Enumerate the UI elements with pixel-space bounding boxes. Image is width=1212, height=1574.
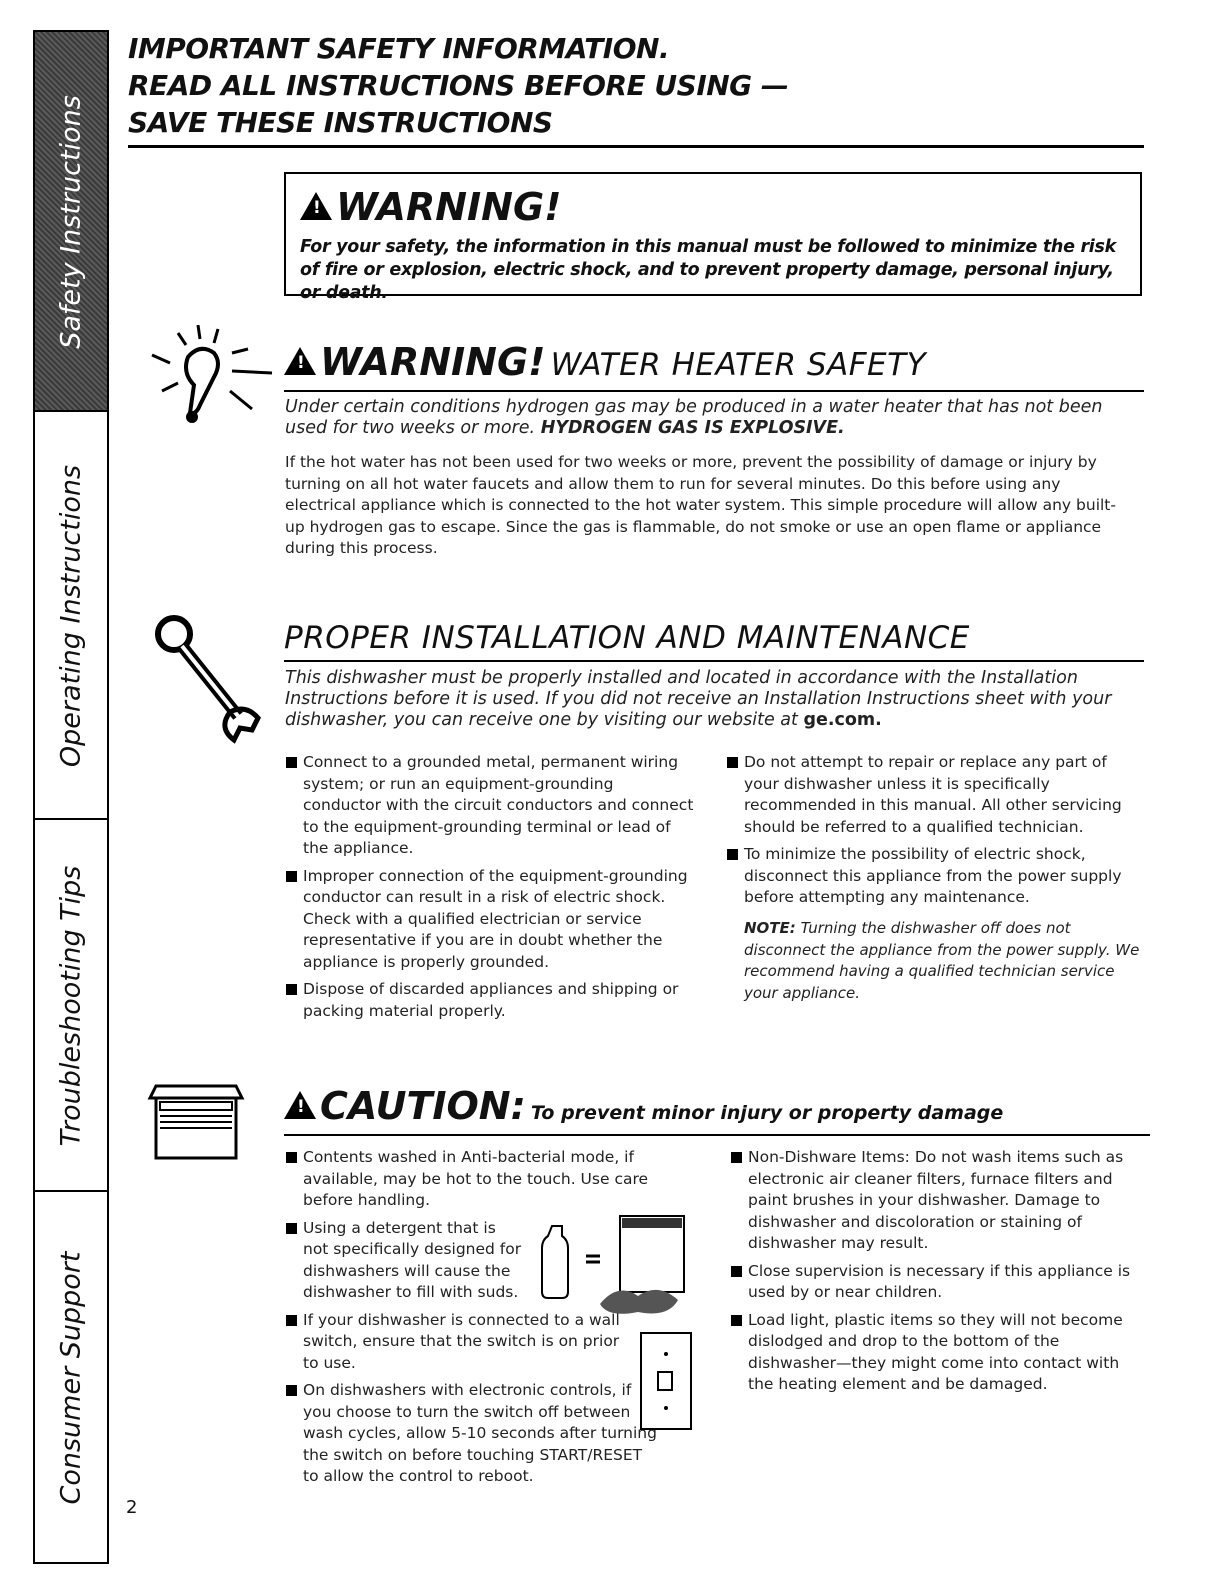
caution-title: CAUTION: bbox=[320, 1084, 526, 1128]
water-heater-warning-title: WARNING! bbox=[320, 340, 546, 384]
installation-left-list bbox=[285, 752, 695, 1028]
installation-right-list bbox=[726, 752, 1136, 915]
tab-label: Troubleshooting Tips bbox=[55, 865, 87, 1147]
installation-note bbox=[726, 918, 1144, 1004]
tab-operating-instructions[interactable] bbox=[35, 410, 107, 820]
installation-title: PROPER INSTALLATION AND MAINTENANCE bbox=[284, 620, 970, 656]
list-item: On dishwashers with electronic controls, if you choose to turn the switch off between wash cycles, allow 5-10 seconds after turning the switch on before touching START/RESET to allow the control to reboot. bbox=[285, 1380, 660, 1488]
tab-label: Safety Instructions bbox=[55, 95, 87, 349]
caution-heading bbox=[284, 1084, 1150, 1136]
exploding-bulb-icon bbox=[148, 325, 278, 425]
water-heater-intro bbox=[285, 397, 1143, 439]
tab-troubleshooting-tips[interactable] bbox=[35, 818, 107, 1192]
tab-label: Consumer Support bbox=[55, 1251, 87, 1505]
installation-intro bbox=[285, 668, 1135, 731]
header-line-1: IMPORTANT SAFETY INFORMATION. bbox=[128, 32, 670, 65]
water-heater-intro-text: Under certain conditions hydrogen gas may be produced in a water heater that has not been used for two weeks or more. bbox=[285, 397, 1103, 438]
warning-text: For your safety, the information in this manual must be followed to minimize the risk of fire or explosion, electric shock, and to prevent property damage, personal injury, or death. bbox=[300, 237, 1116, 303]
installation-intro-text: This dishwasher must be properly installed and located in accordance with the Installation Instructions before it is used. If you did not receive an Installation Instructions sheet with your dishwasher, you can receive one by visiting our website at bbox=[285, 668, 1112, 730]
header-line-2: READ ALL INSTRUCTIONS BEFORE USING — bbox=[128, 69, 789, 102]
caution-right-list bbox=[730, 1147, 1140, 1402]
warning-triangle-icon bbox=[300, 192, 332, 220]
list-item: Close supervision is necessary if this appliance is used by or near children. bbox=[730, 1261, 1140, 1304]
warning-title: WARNING! bbox=[336, 185, 562, 229]
installation-heading bbox=[284, 620, 1144, 662]
detergent-dishwasher-icon bbox=[538, 1212, 688, 1322]
tab-safety-instructions[interactable] bbox=[35, 30, 107, 412]
list-item: Non-Dishware Items: Do not wash items such as electronic air cleaner filters, furnace filters and paint brushes in your dishwasher. Damage to dishwasher and discoloration or staining of dishwasher may result. bbox=[730, 1147, 1140, 1255]
water-heater-intro-bold: HYDROGEN GAS IS EXPLOSIVE. bbox=[540, 418, 845, 438]
header-line-3: SAVE THESE INSTRUCTIONS bbox=[128, 106, 553, 139]
list-item: Load light, plastic items so they will not become dislodged and drop to the bottom of the dishwasher—they might come into contact with the heating element and be damaged. bbox=[730, 1310, 1140, 1396]
water-heater-body: If the hot water has not been used for two weeks or more, prevent the possibility of damage or injury by turning on all hot water faucets and allow them to run for several minutes. Do this before using any electrical appliance which is connected to the hot water system. This simple procedure will allow any built-up hydrogen gas to escape. Since the gas is flammable, do not smoke or use an open flame or appliance during this process. bbox=[285, 453, 1116, 557]
list-item: Contents washed in Anti-bacterial mode, if available, may be hot to the touch. Use care before handling. bbox=[285, 1147, 660, 1212]
website-link[interactable]: ge.com. bbox=[803, 710, 882, 730]
dishwasher-icon bbox=[146, 1082, 246, 1162]
list-item: Improper connection of the equipment-grounding conductor can result in a risk of electric shock. Check with a qualified electrician or service representative if you are in doubt whether the appliance is properly grounded. bbox=[285, 866, 695, 974]
wall-switch-icon bbox=[638, 1330, 696, 1434]
list-item: To minimize the possibility of electric shock, disconnect this appliance from the power supply before attempting any maintenance. bbox=[726, 844, 1136, 909]
note-text: Turning the dishwasher off does not disconnect the appliance from the power supply. We recommend having a qualified technician service your appliance. bbox=[744, 919, 1140, 1002]
tab-consumer-support[interactable] bbox=[35, 1190, 107, 1564]
water-heater-subtitle: WATER HEATER SAFETY bbox=[550, 347, 927, 383]
page-number: 2 bbox=[126, 1497, 138, 1518]
caution-subtitle: To prevent minor injury or property damage bbox=[530, 1102, 1004, 1124]
page-header bbox=[128, 30, 1144, 148]
list-item: Using a detergent that is not specifically designed for dishwashers will cause the dishwasher to fill with suds. bbox=[285, 1218, 523, 1304]
warning-box bbox=[284, 172, 1142, 303]
list-item: Connect to a grounded metal, permanent wiring system; or run an equipment-grounding conductor with the circuit conductors and connect to the equipment-grounding terminal or lead of the appliance. bbox=[285, 752, 695, 860]
wrench-icon bbox=[150, 612, 270, 747]
section-tabs bbox=[33, 30, 109, 1564]
list-item: Do not attempt to repair or replace any part of your dishwasher unless it is specifically recommended in this manual. All other servicing should be referred to a qualified technician. bbox=[726, 752, 1136, 838]
warning-triangle-icon bbox=[284, 347, 316, 375]
tab-label: Operating Instructions bbox=[55, 464, 87, 768]
caution-triangle-icon bbox=[284, 1091, 316, 1119]
list-item: Dispose of discarded appliances and shipping or packing material properly. bbox=[285, 979, 695, 1022]
note-label: NOTE: bbox=[744, 919, 796, 937]
water-heater-heading bbox=[284, 340, 1144, 392]
list-item: If your dishwasher is connected to a wall switch, ensure that the switch is on prior to use. bbox=[285, 1310, 623, 1375]
